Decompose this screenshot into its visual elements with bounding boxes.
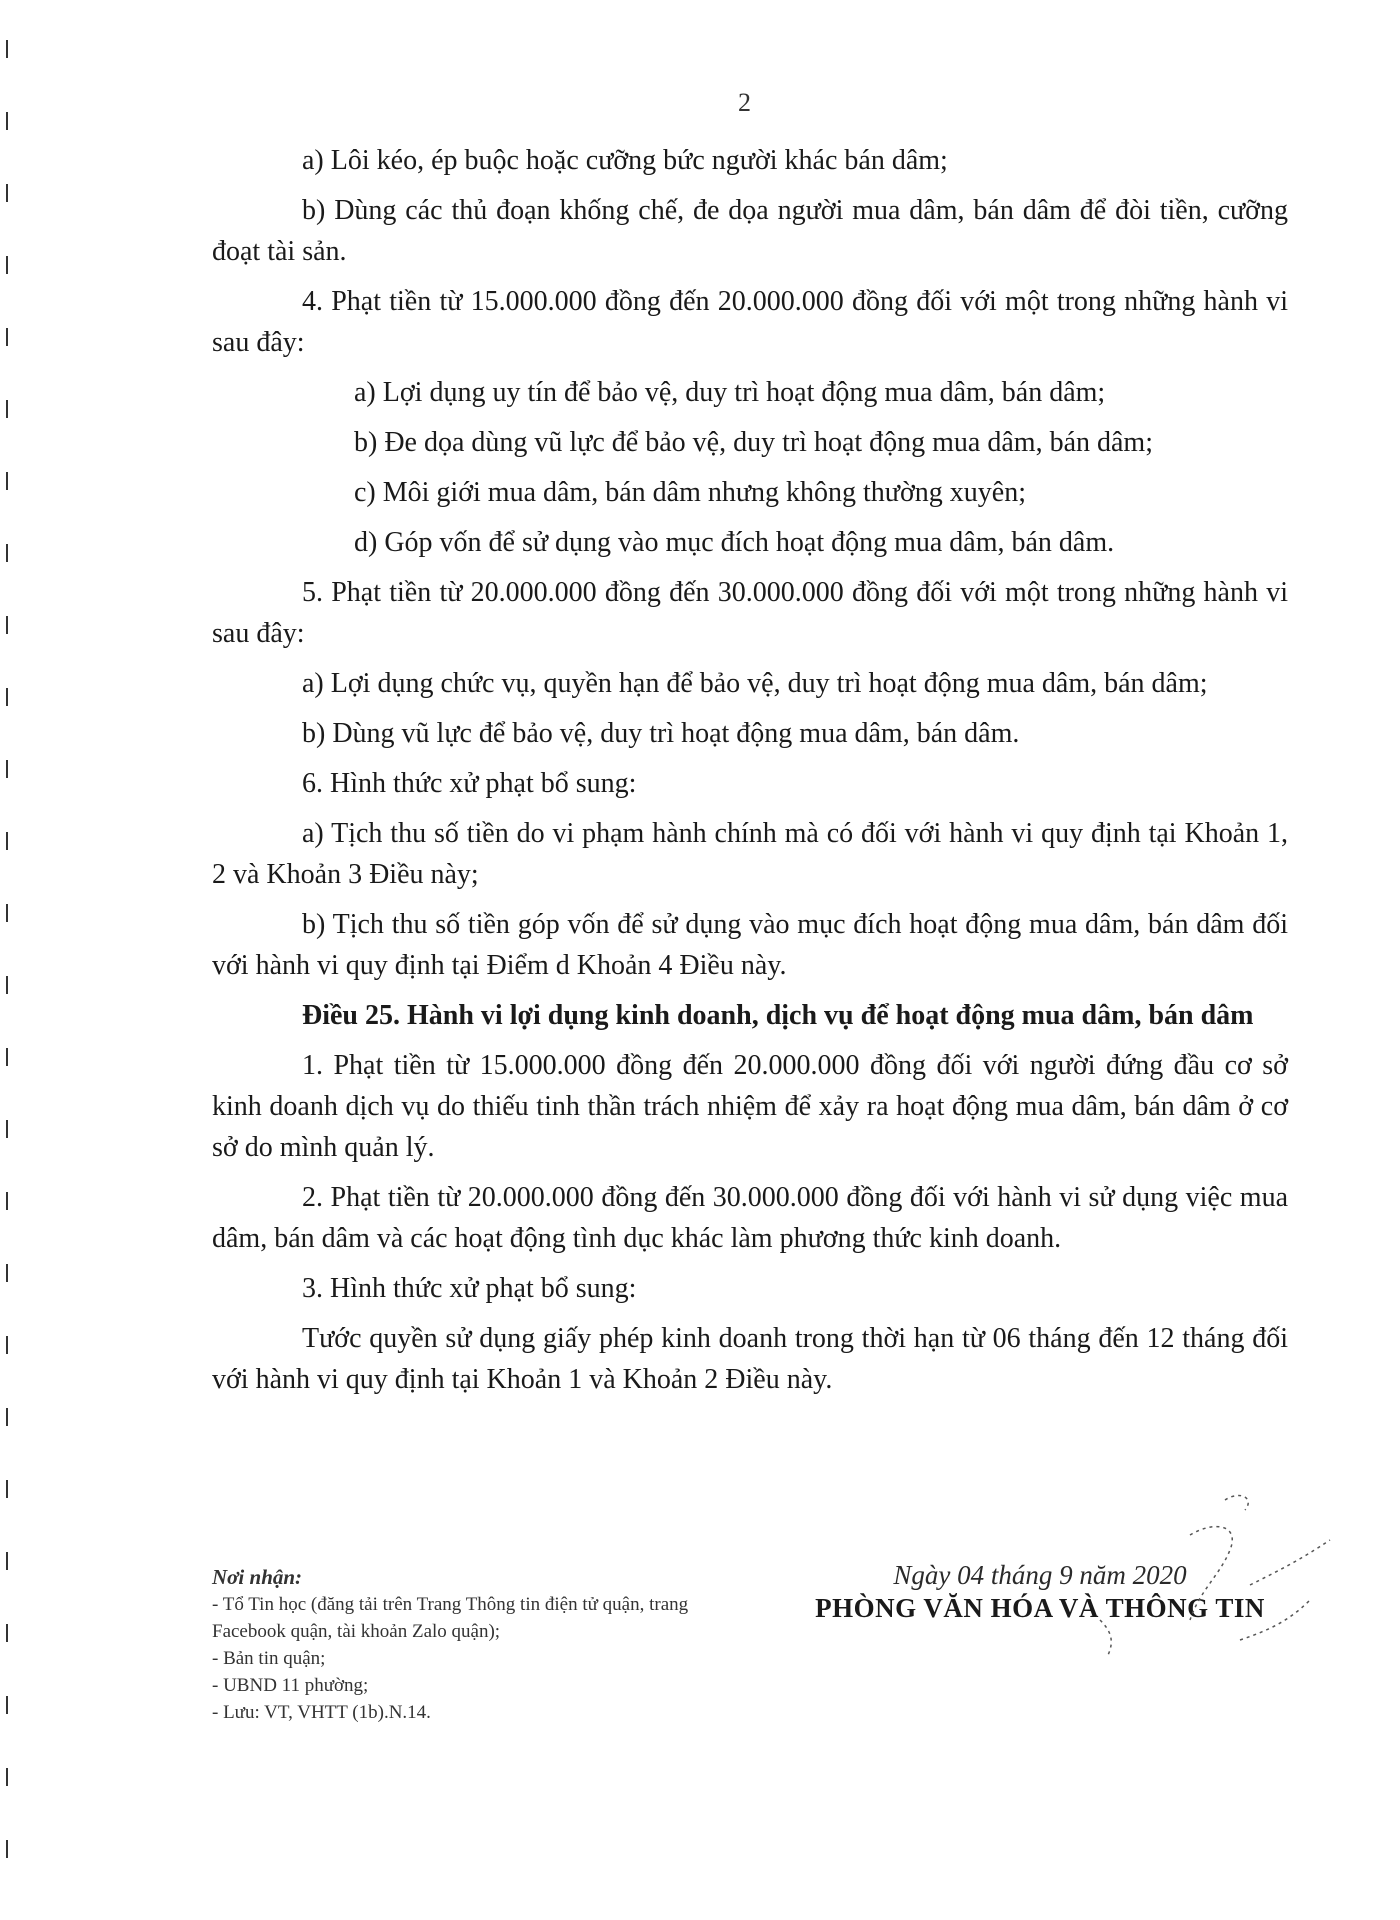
paragraph: c) Môi giới mua dâm, bán dâm nhưng không thường xuyên;: [354, 477, 1026, 508]
paragraph: a) Tịch thu số tiền do vi phạm hành chính mà có đối với hành vi quy định tại Khoản 1, 2 và Khoản 3 Điều này;: [212, 818, 1288, 890]
recipient-item: - UBND 11 phường;: [212, 1675, 369, 1696]
paragraph: b) Dùng các thủ đoạn khống chế, đe dọa người mua dâm, bán dâm để đòi tiền, cưỡng đoạt tài sản.: [212, 195, 1288, 267]
margin-tick: [6, 1120, 8, 1138]
article-heading: Điều 25. Hành vi lợi dụng kinh doanh, dịch vụ để hoạt động mua dâm, bán dâm: [302, 1000, 1254, 1031]
paragraph: 2. Phạt tiền từ 20.000.000 đồng đến 30.000.000 đồng đối với hành vi sử dụng việc mua dâm, bán dâm và các hoạt động tình dục khác làm phương thức kinh doanh.: [212, 1182, 1288, 1254]
page-number: 2: [738, 88, 751, 117]
office-name: PHÒNG VĂN HÓA VÀ THÔNG TIN: [815, 1593, 1265, 1623]
paragraph: 4. Phạt tiền từ 15.000.000 đồng đến 20.000.000 đồng đối với một trong những hành vi sau đây:: [212, 286, 1288, 358]
margin-tick: [6, 256, 8, 274]
margin-tick: [6, 328, 8, 346]
paragraph: b) Đe dọa dùng vũ lực để bảo vệ, duy trì hoạt động mua dâm, bán dâm;: [354, 427, 1153, 458]
margin-tick: [6, 1480, 8, 1498]
document-body: [212, 140, 1288, 1409]
paragraph: 5. Phạt tiền từ 20.000.000 đồng đến 30.000.000 đồng đối với một trong những hành vi sau đây:: [212, 577, 1288, 649]
handwritten-signature: [1040, 1480, 1340, 1690]
margin-tick: [6, 1192, 8, 1210]
margin-tick: [6, 472, 8, 490]
margin-tick: [6, 1048, 8, 1066]
paragraph: b) Dùng vũ lực để bảo vệ, duy trì hoạt động mua dâm, bán dâm.: [302, 718, 1020, 749]
margin-tick: [6, 1408, 8, 1426]
margin-tick: [6, 184, 8, 202]
margin-tick: [6, 1552, 8, 1570]
margin-tick: [6, 760, 8, 778]
margin-tick: [6, 112, 8, 130]
margin-tick: [6, 1696, 8, 1714]
paragraph: a) Lôi kéo, ép buộc hoặc cưỡng bức người khác bán dâm;: [302, 145, 948, 176]
margin-tick: [6, 1624, 8, 1642]
paragraph: 6. Hình thức xử phạt bổ sung:: [302, 768, 637, 799]
paragraph: a) Lợi dụng chức vụ, quyền hạn để bảo vệ, duy trì hoạt động mua dâm, bán dâm;: [302, 668, 1208, 699]
margin-tick: [6, 616, 8, 634]
date-line: Ngày 04 tháng 9 năm 2020: [893, 1560, 1187, 1590]
margin-tick: [6, 832, 8, 850]
margin-tick: [6, 1264, 8, 1282]
paragraph: a) Lợi dụng uy tín để bảo vệ, duy trì hoạt động mua dâm, bán dâm;: [354, 377, 1106, 408]
paragraph: 3. Hình thức xử phạt bổ sung:: [302, 1273, 637, 1304]
margin-tick: [6, 400, 8, 418]
paragraph: b) Tịch thu số tiền góp vốn để sử dụng vào mục đích hoạt động mua dâm, bán dâm đối với hành vi quy định tại Điểm d Khoản 4 Điều này.: [212, 909, 1288, 981]
margin-tick: [6, 544, 8, 562]
margin-tick: [6, 1768, 8, 1786]
scan-margin-marks: [6, 0, 10, 1920]
margin-tick: [6, 1840, 8, 1858]
margin-tick: [6, 1336, 8, 1354]
margin-tick: [6, 976, 8, 994]
paragraph: 1. Phạt tiền từ 15.000.000 đồng đến 20.000.000 đồng đối với người đứng đầu cơ sở kinh doanh dịch vụ do thiếu tinh thần trách nhiệm để xảy ra hoạt động mua dâm, bán dâm ở cơ sở do mình quản lý.: [212, 1050, 1288, 1163]
recipients-block: [212, 1564, 752, 1726]
recipients-title: Nơi nhận:: [212, 1565, 303, 1589]
recipient-item: - Lưu: VT, VHTT (1b).N.14.: [212, 1702, 431, 1723]
paragraph: Tước quyền sử dụng giấy phép kinh doanh trong thời hạn từ 06 tháng đến 12 tháng đối với hành vi quy định tại Khoản 1 và Khoản 2 Điều này.: [212, 1323, 1288, 1395]
margin-tick: [6, 40, 8, 58]
margin-tick: [6, 904, 8, 922]
paragraph: d) Góp vốn để sử dụng vào mục đích hoạt động mua dâm, bán dâm.: [354, 527, 1115, 558]
margin-tick: [6, 688, 8, 706]
recipient-item: - Tổ Tin học (đăng tải trên Trang Thông tin điện tử quận, trang Facebook quận, tài khoản Zalo quận);: [212, 1594, 689, 1642]
recipient-item: - Bản tin quận;: [212, 1648, 326, 1669]
